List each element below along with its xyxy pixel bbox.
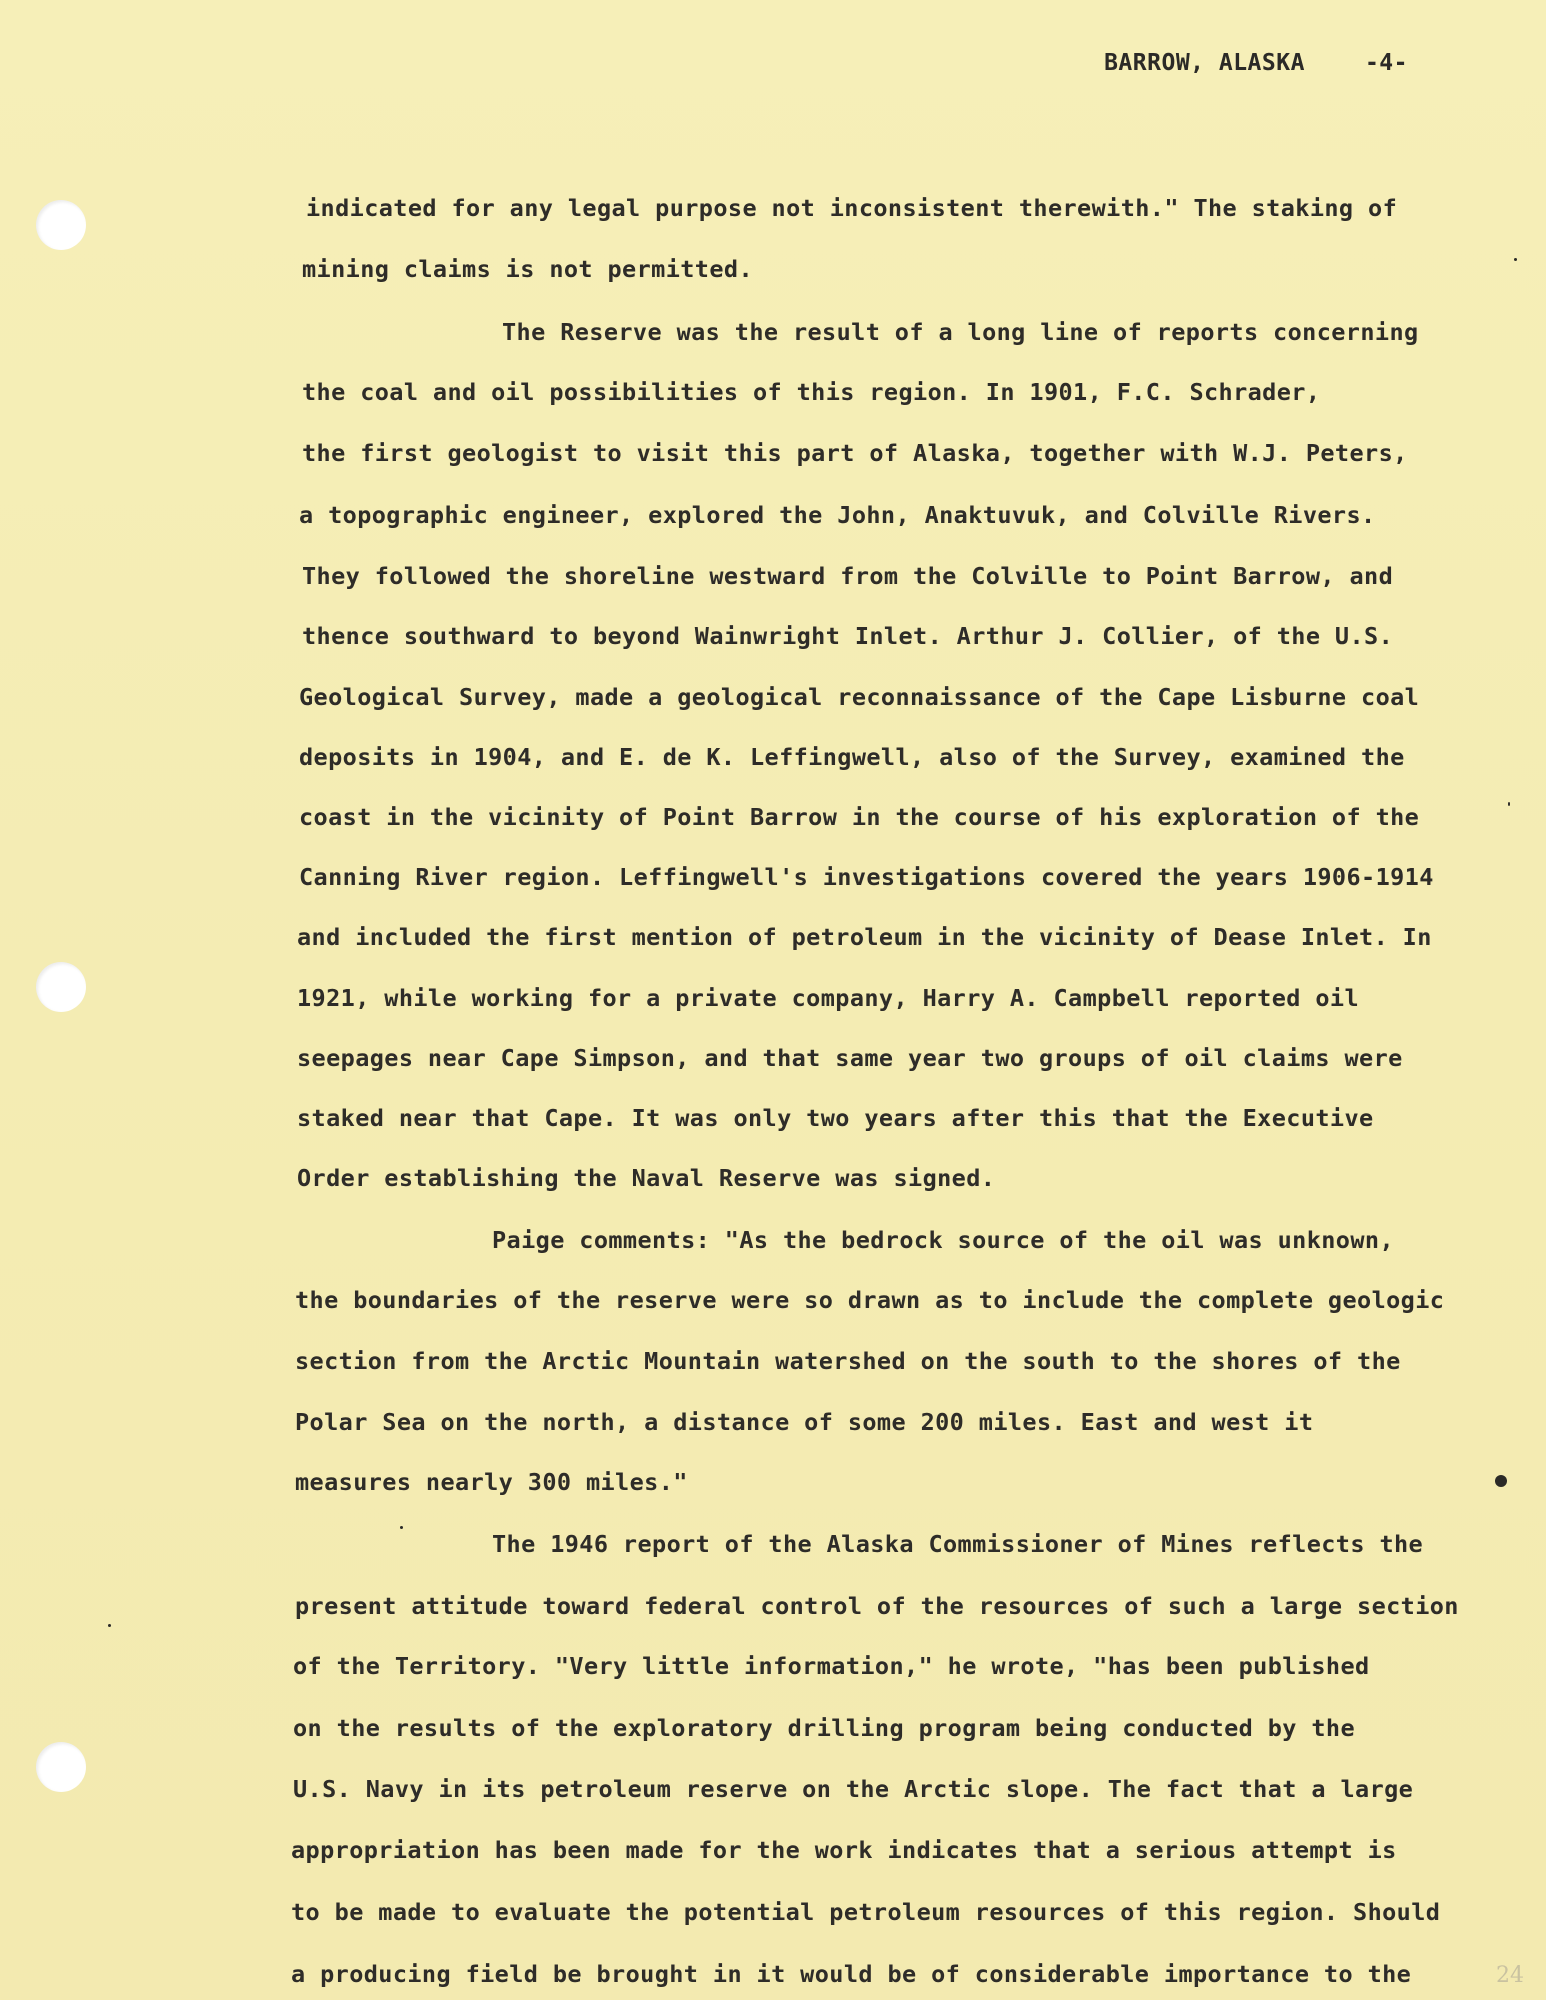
ink-spot [400,1526,403,1529]
text-line: Paige comments: "As the bedrock source of the oil was unknown, [492,1226,1394,1254]
text-line: U.S. Navy in its petroleum reserve on the Arctic slope. The fact that a large [293,1775,1414,1803]
ink-spot [108,1624,111,1627]
header-title: BARROW, ALASKA [1104,50,1305,76]
text-line: staked near that Cape. It was only two years after this that the Executive [297,1104,1374,1132]
text-line: 1921, while working for a private company, Harry A. Campbell reported oil [297,984,1360,1012]
text-line: Order establishing the Naval Reserve was signed. [297,1164,996,1192]
page-header [1104,50,1408,76]
text-line: the first geologist to visit this part of Alaska, together with W.J. Peters, [302,439,1408,467]
text-line: thence southward to beyond Wainwright Inlet. Arthur J. Collier, of the U.S. [302,622,1394,650]
text-line: the boundaries of the reserve were so drawn as to include the complete geologic [295,1286,1445,1314]
text-line: mining claims is not permitted. [302,255,753,283]
text-line: indicated for any legal purpose not inconsistent therewith." The staking of [306,194,1398,222]
text-line: present attitude toward federal control of the resources of such a large section [295,1592,1459,1620]
punch-hole [36,1742,86,1792]
text-line: The 1946 report of the Alaska Commissioner of Mines reflects the [492,1530,1424,1558]
punch-hole [36,962,86,1012]
text-line: The Reserve was the result of a long line of reports concerning [502,318,1419,346]
text-line: appropriation has been made for the work indicates that a serious attempt is [291,1836,1397,1864]
text-line: a producing field be brought in it would be of considerable importance to the [291,1960,1412,1988]
text-line: They followed the shoreline westward from the Colville to Point Barrow, and [302,562,1394,590]
ink-spot [1508,802,1510,806]
text-line: Polar Sea on the north, a distance of some 200 miles. East and west it [295,1408,1314,1436]
punch-hole [36,200,86,250]
text-line: section from the Arctic Mountain watershed on the south to the shores of the [295,1347,1401,1375]
text-line: the coal and oil possibilities of this region. In 1901, F.C. Schrader, [302,378,1321,406]
ink-spot [1495,1475,1507,1487]
text-line: a topographic engineer, explored the John, Anaktuvuk, and Colville Rivers. [299,501,1376,529]
text-line: Canning River region. Leffingwell's investigations covered the years 1906-1914 [299,863,1434,891]
text-line: of the Territory. "Very little information," he wrote, "has been published [293,1652,1370,1680]
ink-spot [1514,258,1517,261]
text-line: seepages near Cape Simpson, and that same year two groups of oil claims were [297,1044,1403,1072]
text-line: on the results of the exploratory drilling program being conducted by the [293,1714,1356,1742]
text-line: to be made to evaluate the potential petroleum resources of this region. Should [291,1898,1441,1926]
page-number: -4- [1364,50,1408,76]
text-line: measures nearly 300 miles." [295,1468,688,1496]
text-line: deposits in 1904, and E. de K. Leffingwell, also of the Survey, examined the [299,743,1405,771]
text-line: coast in the vicinity of Point Barrow in the course of his exploration of the [299,803,1420,831]
text-line: Geological Survey, made a geological reconnaissance of the Cape Lisburne coal [299,683,1420,711]
margin-mark: 24 [1496,1963,1524,1988]
text-line: and included the first mention of petroleum in the vicinity of Dease Inlet. In [297,923,1432,951]
